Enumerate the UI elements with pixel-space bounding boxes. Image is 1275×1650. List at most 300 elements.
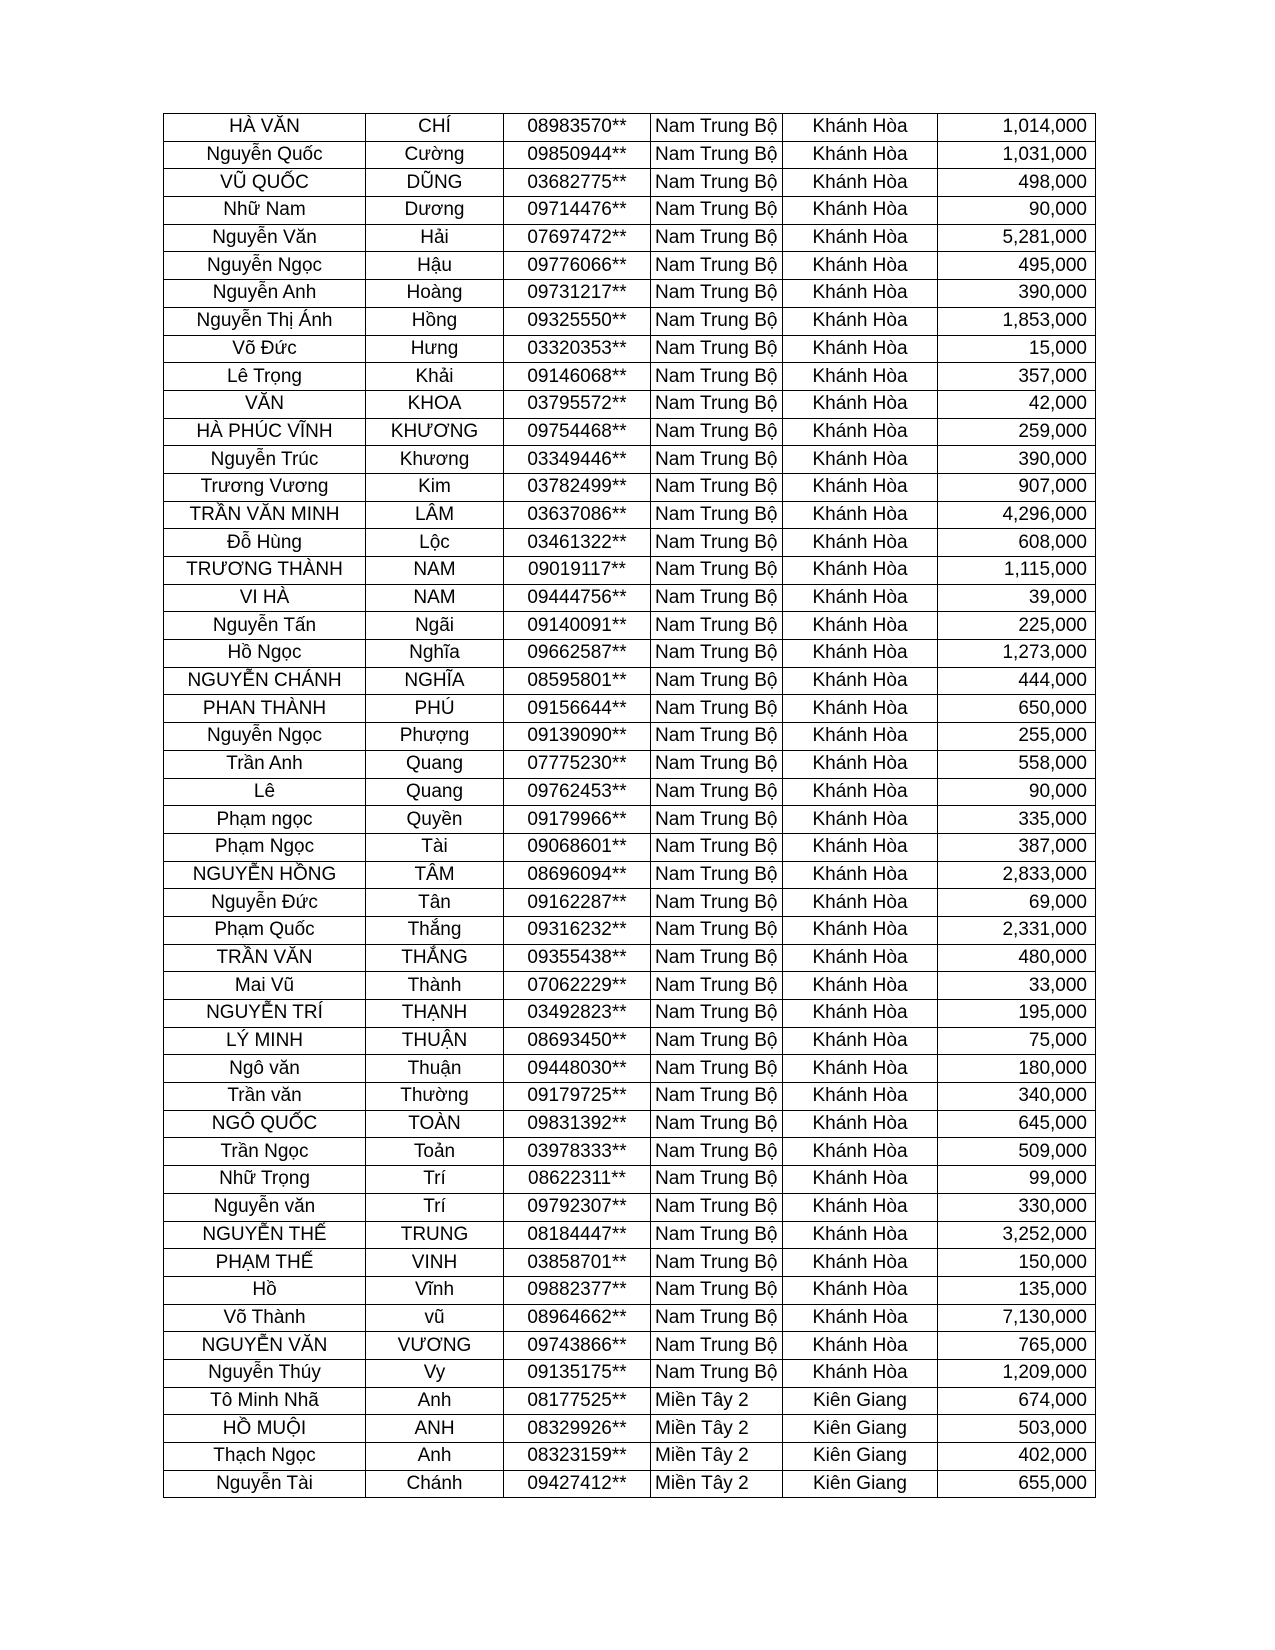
cell-amount: 645,000 xyxy=(938,1110,1096,1138)
cell-province: Khánh Hòa xyxy=(783,252,938,280)
cell-amount: 1,273,000 xyxy=(938,640,1096,668)
cell-first-name: TRUNG xyxy=(366,1221,504,1249)
cell-phone: 09135175** xyxy=(504,1359,651,1387)
cell-region: Miền Tây 2 xyxy=(651,1387,783,1415)
cell-first-name: LÂM xyxy=(366,501,504,529)
table-row xyxy=(164,557,1096,585)
cell-province: Khánh Hòa xyxy=(783,197,938,225)
cell-amount: 357,000 xyxy=(938,363,1096,391)
cell-last-middle-name: Hồ Ngọc xyxy=(164,640,366,668)
cell-phone: 09743866** xyxy=(504,1332,651,1360)
cell-first-name: CHÍ xyxy=(366,114,504,142)
cell-province: Khánh Hòa xyxy=(783,1304,938,1332)
cell-last-middle-name: TRẦN VĂN MINH xyxy=(164,501,366,529)
cell-province: Khánh Hòa xyxy=(783,1166,938,1194)
cell-amount: 225,000 xyxy=(938,612,1096,640)
cell-province: Khánh Hòa xyxy=(783,944,938,972)
cell-first-name: VINH xyxy=(366,1249,504,1277)
cell-phone: 03492823** xyxy=(504,1000,651,1028)
cell-last-middle-name: Nguyễn Anh xyxy=(164,280,366,308)
cell-last-middle-name: Nguyễn Thúy xyxy=(164,1359,366,1387)
cell-province: Khánh Hòa xyxy=(783,501,938,529)
cell-province: Khánh Hòa xyxy=(783,1055,938,1083)
cell-region: Nam Trung Bộ xyxy=(651,224,783,252)
cell-last-middle-name: Võ Đức xyxy=(164,335,366,363)
cell-first-name: TÂM xyxy=(366,861,504,889)
cell-last-middle-name: Nguyễn Ngọc xyxy=(164,252,366,280)
cell-region: Nam Trung Bộ xyxy=(651,972,783,1000)
cell-region: Nam Trung Bộ xyxy=(651,363,783,391)
cell-amount: 655,000 xyxy=(938,1470,1096,1498)
cell-first-name: Anh xyxy=(366,1387,504,1415)
table-row xyxy=(164,418,1096,446)
cell-first-name: Khương xyxy=(366,446,504,474)
cell-amount: 255,000 xyxy=(938,723,1096,751)
table-row xyxy=(164,363,1096,391)
cell-phone: 08323159** xyxy=(504,1443,651,1471)
cell-first-name: Dương xyxy=(366,197,504,225)
cell-first-name: PHÚ xyxy=(366,695,504,723)
cell-region: Nam Trung Bộ xyxy=(651,1083,783,1111)
cell-phone: 09019117** xyxy=(504,557,651,585)
cell-region: Nam Trung Bộ xyxy=(651,1332,783,1360)
cell-amount: 340,000 xyxy=(938,1083,1096,1111)
cell-region: Nam Trung Bộ xyxy=(651,1304,783,1332)
cell-province: Khánh Hòa xyxy=(783,1027,938,1055)
cell-first-name: Thuận xyxy=(366,1055,504,1083)
cell-first-name: Tài xyxy=(366,833,504,861)
cell-province: Khánh Hòa xyxy=(783,390,938,418)
cell-first-name: Vĩnh xyxy=(366,1276,504,1304)
table-row xyxy=(164,584,1096,612)
cell-province: Khánh Hòa xyxy=(783,557,938,585)
cell-region: Nam Trung Bộ xyxy=(651,944,783,972)
cell-province: Khánh Hòa xyxy=(783,363,938,391)
table-row xyxy=(164,169,1096,197)
cell-amount: 42,000 xyxy=(938,390,1096,418)
cell-region: Nam Trung Bộ xyxy=(651,1276,783,1304)
cell-last-middle-name: Mai Vũ xyxy=(164,972,366,1000)
cell-last-middle-name: Trương Vương xyxy=(164,473,366,501)
cell-region: Nam Trung Bộ xyxy=(651,418,783,446)
cell-first-name: TOÀN xyxy=(366,1110,504,1138)
cell-phone: 08184447** xyxy=(504,1221,651,1249)
cell-province: Khánh Hòa xyxy=(783,114,938,142)
table-row xyxy=(164,1138,1096,1166)
cell-region: Nam Trung Bộ xyxy=(651,557,783,585)
cell-amount: 335,000 xyxy=(938,806,1096,834)
cell-last-middle-name: Nguyễn văn xyxy=(164,1193,366,1221)
cell-last-middle-name: LÝ MINH xyxy=(164,1027,366,1055)
table-row xyxy=(164,750,1096,778)
cell-province: Khánh Hòa xyxy=(783,280,938,308)
cell-amount: 5,281,000 xyxy=(938,224,1096,252)
table-row xyxy=(164,335,1096,363)
cell-last-middle-name: VŨ QUỐC xyxy=(164,169,366,197)
table-row xyxy=(164,1055,1096,1083)
cell-province: Khánh Hòa xyxy=(783,1221,938,1249)
cell-last-middle-name: PHAN THÀNH xyxy=(164,695,366,723)
cell-phone: 09662587** xyxy=(504,640,651,668)
cell-first-name: DŨNG xyxy=(366,169,504,197)
cell-phone: 07775230** xyxy=(504,750,651,778)
cell-last-middle-name: NGUYỄN THẾ xyxy=(164,1221,366,1249)
cell-last-middle-name: NGUYỄN VĂN xyxy=(164,1332,366,1360)
cell-region: Nam Trung Bộ xyxy=(651,1138,783,1166)
cell-amount: 3,252,000 xyxy=(938,1221,1096,1249)
cell-region: Nam Trung Bộ xyxy=(651,1359,783,1387)
cell-last-middle-name: TRẦN VĂN xyxy=(164,944,366,972)
cell-region: Nam Trung Bộ xyxy=(651,335,783,363)
cell-province: Kiên Giang xyxy=(783,1470,938,1498)
cell-last-middle-name: VI HÀ xyxy=(164,584,366,612)
cell-phone: 07062229** xyxy=(504,972,651,1000)
cell-first-name: ANH xyxy=(366,1415,504,1443)
cell-province: Khánh Hòa xyxy=(783,1000,938,1028)
cell-province: Khánh Hòa xyxy=(783,335,938,363)
table-row xyxy=(164,1249,1096,1277)
cell-province: Khánh Hòa xyxy=(783,1193,938,1221)
table-row xyxy=(164,806,1096,834)
cell-region: Nam Trung Bộ xyxy=(651,1000,783,1028)
cell-phone: 09714476** xyxy=(504,197,651,225)
cell-last-middle-name: Nguyễn Đức xyxy=(164,889,366,917)
cell-phone: 09139090** xyxy=(504,723,651,751)
cell-first-name: Lộc xyxy=(366,529,504,557)
cell-province: Khánh Hòa xyxy=(783,1138,938,1166)
cell-first-name: Tân xyxy=(366,889,504,917)
cell-last-middle-name: Đỗ Hùng xyxy=(164,529,366,557)
cell-region: Nam Trung Bộ xyxy=(651,307,783,335)
cell-province: Khánh Hòa xyxy=(783,473,938,501)
cell-amount: 765,000 xyxy=(938,1332,1096,1360)
cell-last-middle-name: NGUYỄN HỒNG xyxy=(164,861,366,889)
cell-province: Khánh Hòa xyxy=(783,529,938,557)
cell-region: Nam Trung Bộ xyxy=(651,1166,783,1194)
table-row xyxy=(164,501,1096,529)
cell-amount: 498,000 xyxy=(938,169,1096,197)
cell-phone: 09427412** xyxy=(504,1470,651,1498)
cell-first-name: Chánh xyxy=(366,1470,504,1498)
cell-last-middle-name: HÀ PHÚC VĨNH xyxy=(164,418,366,446)
cell-phone: 09776066** xyxy=(504,252,651,280)
cell-amount: 2,331,000 xyxy=(938,916,1096,944)
table-row xyxy=(164,1387,1096,1415)
cell-province: Khánh Hòa xyxy=(783,141,938,169)
cell-province: Kiên Giang xyxy=(783,1387,938,1415)
cell-region: Nam Trung Bộ xyxy=(651,529,783,557)
cell-first-name: Phượng xyxy=(366,723,504,751)
cell-phone: 03320353** xyxy=(504,335,651,363)
cell-last-middle-name: Lê xyxy=(164,778,366,806)
cell-province: Khánh Hòa xyxy=(783,584,938,612)
cell-first-name: Quyền xyxy=(366,806,504,834)
cell-province: Khánh Hòa xyxy=(783,889,938,917)
cell-amount: 387,000 xyxy=(938,833,1096,861)
cell-region: Nam Trung Bộ xyxy=(651,833,783,861)
table-row xyxy=(164,1359,1096,1387)
cell-province: Khánh Hòa xyxy=(783,1110,938,1138)
table-row xyxy=(164,1166,1096,1194)
table-row xyxy=(164,667,1096,695)
cell-last-middle-name: NGUYỄN CHÁNH xyxy=(164,667,366,695)
table-row xyxy=(164,529,1096,557)
cell-last-middle-name: Thạch Ngọc xyxy=(164,1443,366,1471)
cell-amount: 558,000 xyxy=(938,750,1096,778)
table-row xyxy=(164,114,1096,142)
cell-phone: 09156644** xyxy=(504,695,651,723)
table-row xyxy=(164,640,1096,668)
cell-amount: 69,000 xyxy=(938,889,1096,917)
cell-province: Khánh Hòa xyxy=(783,418,938,446)
cell-region: Nam Trung Bộ xyxy=(651,916,783,944)
cell-amount: 509,000 xyxy=(938,1138,1096,1166)
cell-region: Nam Trung Bộ xyxy=(651,750,783,778)
cell-region: Nam Trung Bộ xyxy=(651,1249,783,1277)
table-row xyxy=(164,972,1096,1000)
cell-amount: 75,000 xyxy=(938,1027,1096,1055)
cell-first-name: Kim xyxy=(366,473,504,501)
cell-region: Nam Trung Bộ xyxy=(651,1055,783,1083)
cell-phone: 09444756** xyxy=(504,584,651,612)
table-row xyxy=(164,446,1096,474)
cell-phone: 08177525** xyxy=(504,1387,651,1415)
table-row xyxy=(164,778,1096,806)
cell-province: Kiên Giang xyxy=(783,1443,938,1471)
table-row xyxy=(164,861,1096,889)
cell-first-name: VƯƠNG xyxy=(366,1332,504,1360)
winners-table xyxy=(163,113,1096,1498)
cell-amount: 15,000 xyxy=(938,335,1096,363)
cell-region: Nam Trung Bộ xyxy=(651,1027,783,1055)
cell-region: Nam Trung Bộ xyxy=(651,390,783,418)
cell-phone: 08983570** xyxy=(504,114,651,142)
cell-first-name: KHƯƠNG xyxy=(366,418,504,446)
cell-phone: 09068601** xyxy=(504,833,651,861)
cell-last-middle-name: Phạm Ngọc xyxy=(164,833,366,861)
cell-first-name: Khải xyxy=(366,363,504,391)
cell-region: Nam Trung Bộ xyxy=(651,197,783,225)
cell-phone: 03858701** xyxy=(504,1249,651,1277)
cell-last-middle-name: Phạm ngọc xyxy=(164,806,366,834)
cell-last-middle-name: Phạm Quốc xyxy=(164,916,366,944)
cell-amount: 90,000 xyxy=(938,778,1096,806)
cell-phone: 08693450** xyxy=(504,1027,651,1055)
cell-amount: 1,209,000 xyxy=(938,1359,1096,1387)
cell-phone: 03782499** xyxy=(504,473,651,501)
cell-region: Nam Trung Bộ xyxy=(651,806,783,834)
cell-region: Nam Trung Bộ xyxy=(651,114,783,142)
cell-phone: 08964662** xyxy=(504,1304,651,1332)
cell-amount: 503,000 xyxy=(938,1415,1096,1443)
cell-amount: 195,000 xyxy=(938,1000,1096,1028)
cell-amount: 135,000 xyxy=(938,1276,1096,1304)
cell-first-name: Thành xyxy=(366,972,504,1000)
cell-first-name: Anh xyxy=(366,1443,504,1471)
cell-amount: 1,031,000 xyxy=(938,141,1096,169)
cell-province: Khánh Hòa xyxy=(783,1276,938,1304)
cell-first-name: Hồng xyxy=(366,307,504,335)
cell-first-name: NGHĨA xyxy=(366,667,504,695)
table-row xyxy=(164,1332,1096,1360)
cell-last-middle-name: Trần văn xyxy=(164,1083,366,1111)
cell-region: Nam Trung Bộ xyxy=(651,1193,783,1221)
cell-first-name: vũ xyxy=(366,1304,504,1332)
cell-region: Nam Trung Bộ xyxy=(651,861,783,889)
cell-province: Khánh Hòa xyxy=(783,778,938,806)
cell-first-name: Cường xyxy=(366,141,504,169)
cell-first-name: Hậu xyxy=(366,252,504,280)
cell-last-middle-name: Nguyễn Tài xyxy=(164,1470,366,1498)
cell-province: Khánh Hòa xyxy=(783,612,938,640)
cell-region: Nam Trung Bộ xyxy=(651,280,783,308)
cell-amount: 99,000 xyxy=(938,1166,1096,1194)
cell-phone: 03461322** xyxy=(504,529,651,557)
cell-phone: 09162287** xyxy=(504,889,651,917)
cell-last-middle-name: PHẠM THẾ xyxy=(164,1249,366,1277)
cell-amount: 608,000 xyxy=(938,529,1096,557)
cell-province: Khánh Hòa xyxy=(783,861,938,889)
table-row xyxy=(164,390,1096,418)
cell-region: Nam Trung Bộ xyxy=(651,252,783,280)
cell-phone: 08595801** xyxy=(504,667,651,695)
cell-amount: 259,000 xyxy=(938,418,1096,446)
cell-province: Khánh Hòa xyxy=(783,224,938,252)
cell-phone: 08329926** xyxy=(504,1415,651,1443)
cell-phone: 03637086** xyxy=(504,501,651,529)
table-row xyxy=(164,280,1096,308)
cell-first-name: KHOA xyxy=(366,390,504,418)
table-row xyxy=(164,1000,1096,1028)
cell-province: Khánh Hòa xyxy=(783,723,938,751)
cell-last-middle-name: Nhữ Nam xyxy=(164,197,366,225)
cell-amount: 90,000 xyxy=(938,197,1096,225)
cell-first-name: Vy xyxy=(366,1359,504,1387)
cell-region: Nam Trung Bộ xyxy=(651,473,783,501)
cell-last-middle-name: Nguyễn Trúc xyxy=(164,446,366,474)
cell-phone: 03978333** xyxy=(504,1138,651,1166)
cell-last-middle-name: Nguyễn Thị Ánh xyxy=(164,307,366,335)
cell-last-middle-name: Võ Thành xyxy=(164,1304,366,1332)
cell-amount: 4,296,000 xyxy=(938,501,1096,529)
cell-amount: 39,000 xyxy=(938,584,1096,612)
cell-province: Khánh Hòa xyxy=(783,640,938,668)
cell-phone: 09754468** xyxy=(504,418,651,446)
cell-last-middle-name: Tô Minh Nhã xyxy=(164,1387,366,1415)
cell-first-name: Nghĩa xyxy=(366,640,504,668)
cell-amount: 907,000 xyxy=(938,473,1096,501)
cell-phone: 09179966** xyxy=(504,806,651,834)
cell-last-middle-name: NGUYỄN TRÍ xyxy=(164,1000,366,1028)
cell-first-name: Hoàng xyxy=(366,280,504,308)
cell-first-name: THUẬN xyxy=(366,1027,504,1055)
cell-region: Nam Trung Bộ xyxy=(651,778,783,806)
table-row xyxy=(164,141,1096,169)
cell-province: Khánh Hòa xyxy=(783,307,938,335)
cell-phone: 09140091** xyxy=(504,612,651,640)
cell-region: Nam Trung Bộ xyxy=(651,1221,783,1249)
cell-province: Khánh Hòa xyxy=(783,695,938,723)
cell-amount: 674,000 xyxy=(938,1387,1096,1415)
cell-phone: 07697472** xyxy=(504,224,651,252)
cell-region: Nam Trung Bộ xyxy=(651,695,783,723)
cell-province: Khánh Hòa xyxy=(783,833,938,861)
cell-first-name: Ngãi xyxy=(366,612,504,640)
cell-province: Khánh Hòa xyxy=(783,1083,938,1111)
cell-phone: 09448030** xyxy=(504,1055,651,1083)
table-row xyxy=(164,197,1096,225)
cell-phone: 09325550** xyxy=(504,307,651,335)
cell-last-middle-name: Hồ xyxy=(164,1276,366,1304)
cell-amount: 7,130,000 xyxy=(938,1304,1096,1332)
cell-phone: 09316232** xyxy=(504,916,651,944)
cell-amount: 402,000 xyxy=(938,1443,1096,1471)
cell-first-name: Quang xyxy=(366,750,504,778)
cell-last-middle-name: Ngô văn xyxy=(164,1055,366,1083)
cell-amount: 650,000 xyxy=(938,695,1096,723)
cell-phone: 03795572** xyxy=(504,390,651,418)
cell-amount: 1,115,000 xyxy=(938,557,1096,585)
table-row xyxy=(164,1110,1096,1138)
cell-first-name: THẠNH xyxy=(366,1000,504,1028)
cell-last-middle-name: Nguyễn Văn xyxy=(164,224,366,252)
cell-region: Nam Trung Bộ xyxy=(651,640,783,668)
cell-first-name: Thắng xyxy=(366,916,504,944)
cell-amount: 33,000 xyxy=(938,972,1096,1000)
table-row xyxy=(164,916,1096,944)
cell-region: Nam Trung Bộ xyxy=(651,1110,783,1138)
table-row xyxy=(164,1304,1096,1332)
table-row xyxy=(164,1415,1096,1443)
cell-last-middle-name: HÀ VĂN xyxy=(164,114,366,142)
cell-province: Khánh Hòa xyxy=(783,1359,938,1387)
cell-phone: 09850944** xyxy=(504,141,651,169)
cell-last-middle-name: NGÔ QUỐC xyxy=(164,1110,366,1138)
cell-amount: 150,000 xyxy=(938,1249,1096,1277)
cell-first-name: NAM xyxy=(366,584,504,612)
cell-phone: 09882377** xyxy=(504,1276,651,1304)
cell-phone: 03349446** xyxy=(504,446,651,474)
cell-last-middle-name: HỒ MUỘI xyxy=(164,1415,366,1443)
cell-province: Khánh Hòa xyxy=(783,916,938,944)
cell-region: Nam Trung Bộ xyxy=(651,169,783,197)
cell-first-name: Quang xyxy=(366,778,504,806)
cell-phone: 08696094** xyxy=(504,861,651,889)
cell-phone: 09792307** xyxy=(504,1193,651,1221)
table-row xyxy=(164,224,1096,252)
cell-region: Nam Trung Bộ xyxy=(651,446,783,474)
cell-last-middle-name: Trần Anh xyxy=(164,750,366,778)
cell-amount: 1,853,000 xyxy=(938,307,1096,335)
cell-phone: 09831392** xyxy=(504,1110,651,1138)
cell-region: Nam Trung Bộ xyxy=(651,141,783,169)
cell-last-middle-name: VĂN xyxy=(164,390,366,418)
cell-first-name: Trí xyxy=(366,1166,504,1194)
cell-phone: 09355438** xyxy=(504,944,651,972)
cell-region: Nam Trung Bộ xyxy=(651,889,783,917)
cell-last-middle-name: Trần Ngọc xyxy=(164,1138,366,1166)
table-row xyxy=(164,1027,1096,1055)
cell-region: Nam Trung Bộ xyxy=(651,667,783,695)
cell-region: Nam Trung Bộ xyxy=(651,612,783,640)
cell-amount: 480,000 xyxy=(938,944,1096,972)
cell-first-name: Thường xyxy=(366,1083,504,1111)
table-row xyxy=(164,1221,1096,1249)
table-row xyxy=(164,833,1096,861)
cell-first-name: Hưng xyxy=(366,335,504,363)
cell-last-middle-name: TRƯƠNG THÀNH xyxy=(164,557,366,585)
cell-first-name: THẮNG xyxy=(366,944,504,972)
